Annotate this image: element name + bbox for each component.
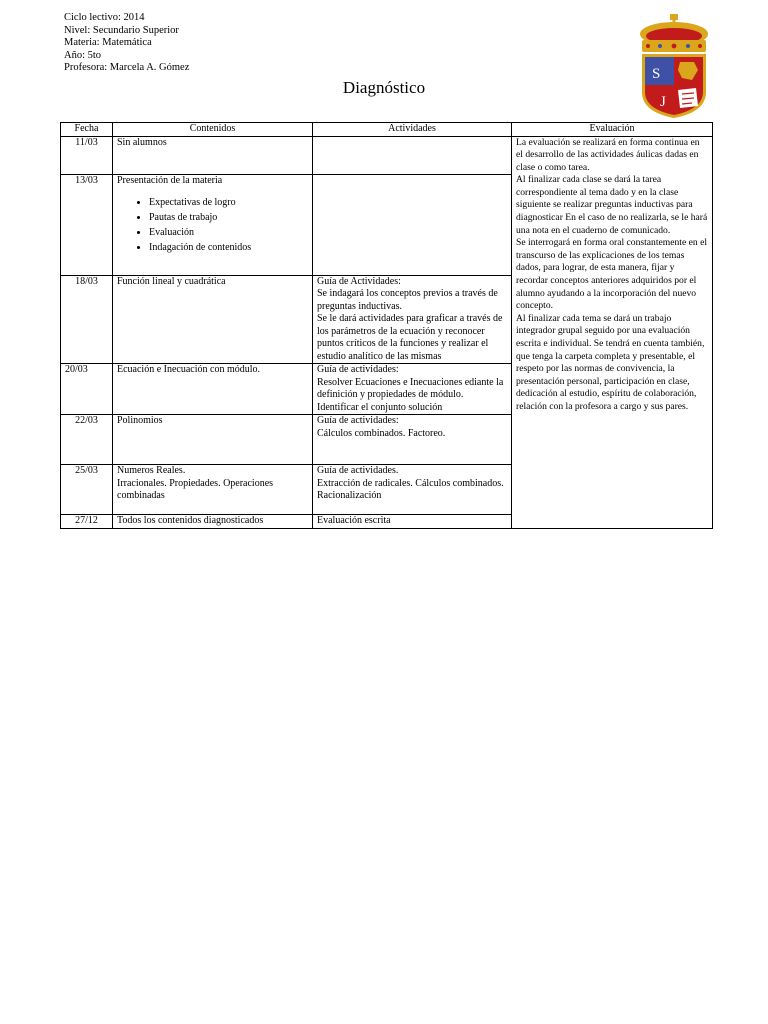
row-actividades <box>313 136 512 174</box>
list-item: • Expectativas de logro <box>149 197 308 210</box>
row-actividades <box>313 174 512 275</box>
list-item: • Evaluación <box>149 227 308 240</box>
table-header-row <box>61 123 713 137</box>
profesora: Profesora: Marcela A. Gómez <box>64 62 190 73</box>
row-date: 13/03 <box>61 174 113 275</box>
page-title: Diagnóstico <box>342 78 426 97</box>
row-date: 20/03 <box>61 364 113 415</box>
table-row <box>61 136 713 174</box>
row-contenidos: Todos los contenidos diagnosticados <box>113 515 313 529</box>
row-contenidos: Presentación de la materia • Expectativas de logro • Pautas de trabajo • Evaluación • Indagación de contenidos <box>113 174 313 275</box>
evaluacion-paragraph: Al finalizar cada clase se dará la tarea correspondiente al tema dado y en la clase siguiente se realizar preguntas inductivas para diagnosticar En el caso de no realizarla, se le hará una nota en el cuaderno de comunicado. <box>516 174 708 236</box>
row-actividades: Guía de actividades. Extracción de radicales. Cálculos combinados. Racionalización <box>313 465 512 515</box>
row-date: 27/12 <box>61 515 113 529</box>
document-header <box>64 12 189 75</box>
evaluacion-cell <box>512 136 713 528</box>
col-header-evaluacion: Evaluación <box>512 123 713 137</box>
shield-icon <box>642 54 706 118</box>
school-crest-logo <box>636 14 712 120</box>
crest-letter-j: J <box>660 94 666 110</box>
col-header-contenidos: Contenidos <box>113 123 313 137</box>
materia: Materia: Matemática <box>64 37 152 48</box>
row-actividades: Guía de Actividades: Se indagará los conceptos previos a través de preguntas inductivas. Se le dará actividades para graficar a través de los parámetros de la ecuación y reconocer puntos críticos de la funciones y realizar el estudio analítico de las mismas <box>313 275 512 364</box>
row-date: 25/03 <box>61 465 113 515</box>
row-contenidos: Polinomios <box>113 415 313 465</box>
crest-letter-s: S <box>652 66 661 82</box>
row-date: 22/03 <box>61 415 113 465</box>
col-header-fecha: Fecha <box>61 123 113 137</box>
row-date: 18/03 <box>61 275 113 364</box>
list-item: • Indagación de contenidos <box>149 242 308 255</box>
row-actividades: Evaluación escrita <box>313 515 512 529</box>
evaluacion-paragraph: Al finalizar cada tema se dará un trabajo integrador grupal seguido por una evaluación escrita e individual. Se tendrá en cuenta también, que tenga la carpeta completa y presentable, el respeto por las normas de convivencia, la presentación personal, participación en clase, dedicación al estudio, espíritu de colaboración, relación con la profesora a cargo y sus pares. <box>516 312 705 412</box>
row-contenidos: Ecuación e Inecuación con módulo. <box>113 364 313 415</box>
evaluacion-paragraph: Se interrogará en forma oral constantemente en el transcurso de las explicaciones de los temas dados, para lograr, de esta manera, fijar y recordar conceptos anteriores adquiridos por el alumno ayudando a la incorporación del nuevo concepto. <box>516 237 707 312</box>
evaluacion-paragraph: La evaluación se realizará en forma continua en el desarrollo de las actividades áulicas dadas en clase o como tarea. <box>516 136 700 173</box>
col-header-actividades: Actividades <box>313 123 512 137</box>
row-contenidos: Función lineal y cuadrática <box>113 275 313 364</box>
row-contenidos: Sin alumnos <box>113 136 313 174</box>
row-actividades: Guía de actividades: Resolver Ecuaciones e Inecuaciones ediante la definición y propiedades de módulo. Identificar el conjunto solución <box>313 364 512 415</box>
row-date: 11/03 <box>61 136 113 174</box>
nivel: Nivel: Secundario Superior <box>64 24 179 36</box>
crown-icon <box>640 14 708 52</box>
bullet-list <box>117 197 308 255</box>
diagnostic-table <box>60 122 713 529</box>
row-contenidos: Numeros Reales. Irracionales. Propiedades. Operaciones combinadas <box>113 465 313 515</box>
ciclo-lectivo: Ciclo lectivo: 2014 <box>64 12 145 23</box>
list-item: • Pautas de trabajo <box>149 212 308 225</box>
row-actividades: Guía de actividades: Cálculos combinados. Factoreo. <box>313 415 512 465</box>
anio: Año: 5to <box>64 49 102 61</box>
